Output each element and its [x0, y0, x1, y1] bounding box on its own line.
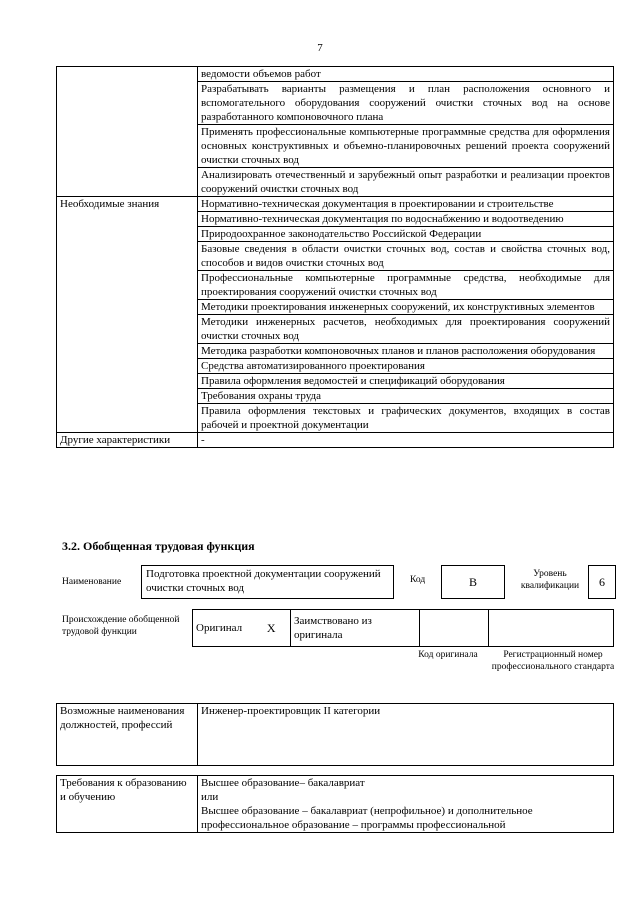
page-number: 7	[317, 42, 323, 54]
table-cell: ведомости объемов работ	[198, 67, 614, 82]
table-cell: Профессиональные компьютерные программные средства, необходимые для проектирования сооружений очистки сточных вод	[198, 271, 614, 300]
reg-number-label: Регистрационный номер профессионального стандарта	[491, 650, 615, 672]
row-label	[57, 67, 198, 197]
education-line: или	[201, 791, 219, 803]
table-cell: Базовые сведения в области очистки сточных вод, состав и свойства сточных вод, способов и видов очистки сточных вод	[198, 242, 614, 271]
table-cell: Методики инженерных расчетов, необходимых для проектирования сооружений очистки сточных вод	[198, 315, 614, 344]
level-label: Уровень квалификации	[520, 569, 580, 591]
table-cell: Природоохранное законодательство Российской Федерации	[198, 227, 614, 242]
education-value	[198, 776, 614, 833]
code-label: Код	[410, 575, 426, 585]
table-cell: Методика разработки компоновочных планов и планов расположения оборудования	[198, 344, 614, 359]
name-value: Подготовка проектной документации сооружений очистки сточных вод	[146, 568, 381, 594]
origin-code-cell	[420, 610, 489, 647]
origin-label: Происхождение обобщенной трудовой функции	[62, 615, 180, 637]
table-cell: Правила оформления ведомостей и спецификаций оборудования	[198, 374, 614, 389]
table-cell: -	[198, 433, 614, 448]
row-label-other: Другие характеристики	[57, 433, 198, 448]
table-cell: Нормативно-техническая документация по водоснабжению и водоотведению	[198, 212, 614, 227]
original-label: Оригинал	[193, 610, 253, 647]
table-cell: Средства автоматизированного проектирования	[198, 359, 614, 374]
education-label: Требования к образованию и обучению	[57, 776, 198, 833]
level-value: 6	[588, 565, 616, 599]
table-row	[57, 433, 614, 448]
table-row	[57, 67, 614, 82]
table-cell: Правила оформления текстовых и графических документов, входящих в состав рабочей и проектной документации	[198, 404, 614, 433]
positions-table	[56, 703, 614, 766]
row-label-knowledge: Необходимые знания	[57, 197, 198, 433]
table-cell: Анализировать отечественный и зарубежный опыт разработки и реализации проектов сооружений очистки сточных вод	[198, 168, 614, 197]
table-cell: Требования охраны труда	[198, 389, 614, 404]
positions-label: Возможные наименования должностей, профессий	[57, 704, 198, 766]
table-cell: Применять профессиональные компьютерные программные средства для оформления основных конструктивных и объемно-планировочных решений проекта сооружений очистки сточных вод	[198, 125, 614, 168]
table-cell: Разрабатывать варианты размещения и план расположения основного и вспомогательного оборудования сооружений очистки сточных вод на основе разработанного компоновочного плана	[198, 82, 614, 125]
origin-table	[192, 609, 614, 647]
positions-value: Инженер-проектировщик II категории	[198, 704, 614, 766]
code-value: B	[441, 565, 505, 599]
borrowed-label: Заимствовано из оригинала	[291, 610, 420, 647]
education-table	[56, 775, 614, 833]
education-line: Высшее образование – бакалавриат (непрофильное) и дополнительное профессиональное образование – программы профессиональной	[201, 805, 533, 831]
origin-code-label: Код оригинала	[418, 650, 478, 660]
table-cell: Методики проектирования инженерных сооружений, их конструктивных элементов	[198, 300, 614, 315]
original-mark: X	[253, 610, 291, 647]
section-title: 3.2. Обобщенная трудовая функция	[62, 539, 255, 553]
reg-number-cell	[489, 610, 614, 647]
table-cell: Нормативно-техническая документация в проектировании и строительстве	[198, 197, 614, 212]
education-line: Высшее образование– бакалавриат	[201, 777, 365, 789]
table-row	[57, 197, 614, 212]
name-value-box	[141, 565, 394, 599]
name-label: Наименование	[62, 577, 122, 587]
skills-knowledge-table	[56, 66, 614, 448]
